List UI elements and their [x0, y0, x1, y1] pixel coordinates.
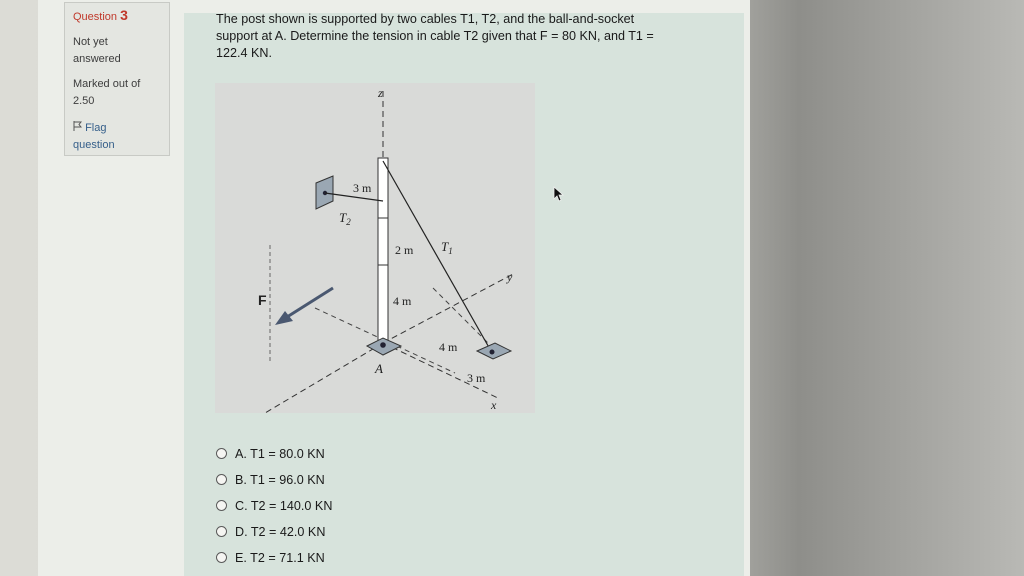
answer-option-c[interactable]: [216, 496, 416, 516]
question-status: [73, 34, 161, 68]
answer-option-a[interactable]: [216, 444, 416, 464]
ground-dash-2: [433, 288, 490, 345]
ball-socket: [380, 342, 386, 348]
answer-label-b: B. T1 = 96.0 KN: [235, 473, 325, 487]
force-f-label: F: [258, 292, 267, 308]
anchor-pin: [490, 350, 495, 355]
neg-y-axis: [265, 343, 383, 413]
problem-figure: [215, 83, 535, 413]
question-number: 3: [120, 7, 128, 23]
dim-3m-top: 3 m: [353, 181, 372, 195]
y-axis: [383, 273, 515, 343]
mouse-cursor-icon: [553, 186, 565, 207]
force-arrow-head: [275, 311, 293, 325]
question-text: [216, 11, 706, 62]
post: [378, 158, 388, 343]
answer-label-d: D. T2 = 42.0 KN: [235, 525, 326, 539]
dim-4m-post: 4 m: [393, 294, 412, 308]
radio-button-e[interactable]: [216, 552, 227, 563]
dim-3m-ground: 3 m: [467, 371, 486, 385]
post-diagram: [215, 83, 535, 413]
answer-label-e: E. T2 = 71.1 KN: [235, 551, 325, 565]
question-text-line-2: support at A. Determine the tension in cable T2 given that F = 80 KN, and T1 =: [216, 29, 654, 43]
question-label: Question: [73, 11, 118, 23]
radio-button-c[interactable]: [216, 500, 227, 511]
flag-label-1: Flag: [85, 122, 107, 134]
y-axis-label: y: [507, 270, 513, 284]
answer-label-c: C. T2 = 140.0 KN: [235, 499, 333, 513]
answer-label-a: A. T1 = 80.0 KN: [235, 447, 325, 461]
t2-label: $T_2$: [339, 210, 351, 227]
question-info-box: [64, 2, 170, 156]
dim-2m: 2 m: [395, 243, 414, 257]
status-line-2: answered: [73, 53, 121, 65]
flag-icon: [73, 122, 85, 134]
answer-option-b[interactable]: [216, 470, 416, 490]
answer-option-e[interactable]: [216, 548, 416, 568]
t1-label: $T_1$: [441, 239, 453, 256]
x-axis-label: x: [491, 398, 497, 412]
question-text-line-3: 122.4 KN.: [216, 46, 273, 60]
question-grade: [73, 76, 161, 110]
flag-label-2: question: [73, 139, 115, 151]
answer-option-d[interactable]: [216, 522, 416, 542]
dim-4m-ground: 4 m: [439, 340, 458, 354]
radio-button-b[interactable]: [216, 474, 227, 485]
status-line-1: Not yet: [73, 36, 108, 48]
marked-line-2: 2.50: [73, 95, 95, 107]
question-text-line-1: The post shown is supported by two cables T1, T2, and the ball-and-socket: [216, 12, 635, 26]
radio-button-a[interactable]: [216, 448, 227, 459]
point-a-label: A: [375, 361, 383, 376]
radio-button-d[interactable]: [216, 526, 227, 537]
z-axis-label: z: [378, 86, 383, 100]
flag-question-link[interactable]: [73, 120, 161, 154]
question-number-line: [73, 7, 161, 26]
marked-line-1: Marked out of: [73, 78, 141, 90]
